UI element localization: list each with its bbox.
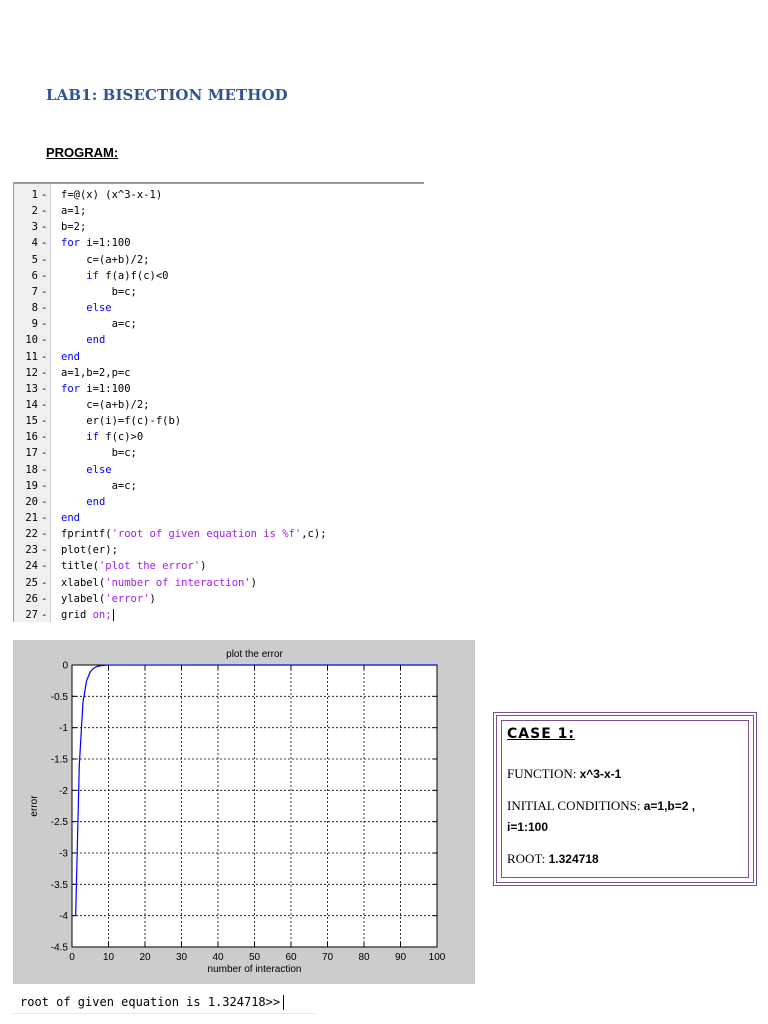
code-text xyxy=(61,252,150,268)
code-line[interactable] xyxy=(14,365,424,381)
breakpoint-dash[interactable]: - xyxy=(41,237,48,250)
case-init-row-2 xyxy=(507,819,548,835)
code-line[interactable] xyxy=(14,462,424,478)
breakpoint-dash[interactable]: - xyxy=(41,608,48,621)
code-token xyxy=(61,464,86,476)
code-text xyxy=(61,607,114,623)
breakpoint-dash[interactable]: - xyxy=(41,398,48,411)
line-number: 7 xyxy=(31,285,38,298)
y-tick-label: -2 xyxy=(59,785,68,797)
line-number: 10 xyxy=(25,334,38,347)
case-root-value: 1.324718 xyxy=(548,852,599,866)
breakpoint-dash[interactable]: - xyxy=(41,382,48,395)
code-token xyxy=(61,334,86,346)
code-text xyxy=(61,203,86,219)
breakpoint-dash[interactable]: - xyxy=(41,560,48,573)
breakpoint-dash[interactable]: - xyxy=(41,318,48,331)
code-token xyxy=(61,431,86,443)
code-line[interactable] xyxy=(14,542,424,558)
line-number: 16 xyxy=(25,431,38,444)
code-line[interactable] xyxy=(14,429,424,445)
code-line[interactable] xyxy=(14,284,424,300)
code-token: i=1:100 xyxy=(79,382,131,395)
code-keyword: if xyxy=(86,431,99,444)
x-tick-label: 20 xyxy=(139,952,151,963)
code-line[interactable] xyxy=(14,349,424,365)
line-number: 13 xyxy=(25,382,38,395)
breakpoint-dash[interactable]: - xyxy=(41,269,48,282)
code-token xyxy=(61,270,86,282)
y-tick-label: -1 xyxy=(59,723,68,735)
code-text xyxy=(61,397,150,413)
code-token: a=c; xyxy=(61,318,137,331)
line-number: 11 xyxy=(25,350,38,363)
y-tick-label: -4.5 xyxy=(50,942,68,954)
text-cursor xyxy=(283,995,284,1010)
breakpoint-dash[interactable]: - xyxy=(41,253,48,266)
breakpoint-dash[interactable]: - xyxy=(41,415,48,428)
code-keyword: else xyxy=(86,463,112,476)
line-number: 17 xyxy=(25,447,38,460)
breakpoint-dash[interactable]: - xyxy=(41,479,48,492)
code-line[interactable] xyxy=(14,607,424,623)
code-string: 'root of given equation is %f' xyxy=(111,528,302,541)
code-token: b=c; xyxy=(61,447,137,460)
line-number: 23 xyxy=(25,544,38,557)
output-underline xyxy=(13,1013,315,1014)
x-tick-label: 100 xyxy=(428,952,446,963)
code-text xyxy=(61,510,80,526)
code-string: on; xyxy=(92,608,112,621)
y-tick-label: -2.5 xyxy=(50,817,68,829)
code-text xyxy=(61,187,162,203)
code-token: ,c); xyxy=(301,528,327,541)
code-line[interactable] xyxy=(14,187,424,203)
x-tick-label: 30 xyxy=(175,952,188,963)
line-number: 22 xyxy=(25,528,38,541)
code-token: fprintf( xyxy=(61,528,112,541)
code-text xyxy=(61,478,137,494)
editor-cursor xyxy=(113,609,114,621)
code-keyword: for xyxy=(61,237,80,250)
code-token: f(a)f(c)<0 xyxy=(98,269,169,282)
page-title: LAB1: BISECTION METHOD xyxy=(46,86,288,104)
code-line[interactable] xyxy=(14,397,424,413)
code-keyword: end xyxy=(86,495,106,508)
case-init-value-2: i=1:100 xyxy=(507,820,549,834)
code-token xyxy=(61,302,86,314)
code-editor[interactable] xyxy=(13,182,424,622)
y-tick-label: -0.5 xyxy=(50,691,68,703)
program-heading: PROGRAM: xyxy=(46,145,119,160)
code-token: title( xyxy=(61,560,99,573)
code-text xyxy=(61,284,137,300)
code-token: er(i)=f(c)-f(b) xyxy=(61,415,182,428)
code-token: ) xyxy=(250,576,257,589)
code-token: a=1,b=2,p=c xyxy=(61,366,131,379)
x-tick-label: 80 xyxy=(358,952,370,963)
code-token: c=(a+b)/2; xyxy=(61,398,150,411)
code-line[interactable] xyxy=(14,575,424,591)
code-token: a=c; xyxy=(61,479,137,492)
line-number: 20 xyxy=(25,495,38,508)
code-line[interactable] xyxy=(14,478,424,494)
case-init-value-1: a=1,b=2 , xyxy=(643,799,696,813)
code-keyword: end xyxy=(61,350,80,363)
code-keyword: end xyxy=(61,512,80,524)
code-line[interactable] xyxy=(14,494,424,510)
code-line[interactable] xyxy=(14,268,424,284)
breakpoint-dash[interactable]: - xyxy=(41,221,48,234)
breakpoint-dash[interactable]: - xyxy=(41,447,48,460)
case-function-row xyxy=(507,766,621,782)
code-line[interactable] xyxy=(14,252,424,268)
code-text xyxy=(61,429,143,445)
code-token: b=c; xyxy=(61,285,137,298)
y-axis-label: error xyxy=(29,795,40,817)
code-line[interactable] xyxy=(14,413,424,429)
code-token: f=@(x) (x^3-x-1) xyxy=(61,189,163,201)
code-line[interactable] xyxy=(14,591,424,607)
case-root-row xyxy=(507,851,599,867)
code-text xyxy=(61,332,105,348)
line-number: 1 xyxy=(31,189,38,201)
breakpoint-dash[interactable]: - xyxy=(41,350,48,363)
line-number: 5 xyxy=(31,253,38,266)
code-token: ) xyxy=(149,592,156,605)
line-number: 2 xyxy=(31,205,38,218)
case-box xyxy=(493,712,757,886)
line-number: 21 xyxy=(25,512,38,524)
breakpoint-dash[interactable]: - xyxy=(41,576,48,589)
code-keyword: end xyxy=(86,334,106,347)
code-token: xlabel( xyxy=(61,576,106,589)
y-tick-label: -3.5 xyxy=(50,879,68,891)
y-tick-label: -1.5 xyxy=(50,754,68,766)
code-text xyxy=(61,462,112,478)
case-init-label: INITIAL CONDITIONS: xyxy=(507,798,644,813)
x-tick-label: 0 xyxy=(69,952,75,963)
code-line[interactable] xyxy=(14,381,424,397)
code-string: 'number of interaction' xyxy=(105,576,251,589)
code-text xyxy=(61,381,131,397)
line-number: 6 xyxy=(31,269,38,282)
code-text xyxy=(61,445,137,461)
code-line[interactable] xyxy=(14,445,424,461)
case-function-label: FUNCTION: xyxy=(507,766,580,781)
line-number: 19 xyxy=(25,479,38,492)
line-number: 24 xyxy=(25,560,38,573)
code-token: b=2; xyxy=(61,221,87,234)
code-text xyxy=(61,494,105,510)
line-number: 12 xyxy=(25,366,38,379)
line-number: 25 xyxy=(25,576,38,589)
output-text: root of given equation is 1.324718>> xyxy=(20,995,281,1009)
breakpoint-dash[interactable]: - xyxy=(41,431,48,444)
code-token: a=1; xyxy=(61,205,87,218)
code-line[interactable] xyxy=(14,316,424,332)
error-plot-figure xyxy=(13,640,475,984)
breakpoint-dash[interactable]: - xyxy=(41,512,48,524)
line-number: 3 xyxy=(31,221,38,234)
x-tick-label: 90 xyxy=(394,952,407,963)
y-tick-label: -4 xyxy=(59,911,68,923)
code-text xyxy=(61,365,131,381)
breakpoint-dash[interactable]: - xyxy=(41,495,48,508)
code-line[interactable] xyxy=(14,332,424,348)
breakpoint-dash[interactable]: - xyxy=(41,544,48,557)
code-text xyxy=(61,235,131,251)
x-tick-label: 50 xyxy=(248,952,261,963)
code-string: 'plot the error' xyxy=(98,560,201,573)
code-token: plot(er); xyxy=(61,544,118,557)
breakpoint-dash[interactable]: - xyxy=(41,366,48,379)
breakpoint-dash[interactable]: - xyxy=(41,592,48,605)
code-text xyxy=(61,575,257,591)
x-tick-label: 10 xyxy=(102,952,115,963)
code-text xyxy=(61,413,181,429)
breakpoint-dash[interactable]: - xyxy=(41,285,48,298)
code-text xyxy=(61,591,156,607)
breakpoint-dash[interactable]: - xyxy=(41,463,48,476)
code-line[interactable] xyxy=(14,300,424,316)
breakpoint-dash[interactable]: - xyxy=(41,302,48,315)
code-text xyxy=(61,219,86,235)
code-text xyxy=(61,349,80,365)
code-line[interactable] xyxy=(14,510,424,526)
chart-title: plot the error xyxy=(226,649,283,660)
code-keyword: else xyxy=(86,302,112,315)
code-string: 'error' xyxy=(105,592,150,605)
case-root-label: ROOT: xyxy=(507,851,549,866)
code-text xyxy=(61,542,118,558)
code-token: f(c)>0 xyxy=(98,431,144,444)
x-tick-label: 70 xyxy=(321,952,334,963)
code-token: ylabel( xyxy=(61,592,106,605)
code-line[interactable] xyxy=(14,219,424,235)
code-token: grid xyxy=(61,608,93,621)
y-tick-label: 0 xyxy=(62,660,68,672)
line-number: 26 xyxy=(25,592,38,605)
breakpoint-dash[interactable]: - xyxy=(41,189,48,201)
code-text xyxy=(61,268,169,284)
y-tick-label: -3 xyxy=(59,848,68,860)
command-window-output[interactable] xyxy=(20,995,284,1010)
breakpoint-dash[interactable]: - xyxy=(41,334,48,347)
line-number: 15 xyxy=(25,415,38,428)
code-token: ) xyxy=(200,560,207,573)
case-init-row xyxy=(507,798,695,814)
code-line[interactable] xyxy=(14,558,424,574)
code-token xyxy=(61,496,86,508)
code-token: i=1:100 xyxy=(79,237,131,250)
line-number: 8 xyxy=(31,302,38,315)
line-number: 4 xyxy=(31,237,38,250)
error-plot xyxy=(13,640,475,984)
x-tick-label: 40 xyxy=(212,952,224,963)
code-keyword: for xyxy=(61,382,80,395)
code-text xyxy=(61,300,112,316)
line-number: 18 xyxy=(25,463,38,476)
case-function-value: x^3-x-1 xyxy=(579,767,622,781)
code-line[interactable] xyxy=(14,203,424,219)
breakpoint-dash[interactable]: - xyxy=(41,528,48,541)
code-text xyxy=(61,526,327,542)
line-number: 9 xyxy=(31,318,38,331)
line-number: 27 xyxy=(25,608,38,621)
code-token: c=(a+b)/2; xyxy=(61,253,150,266)
x-tick-label: 60 xyxy=(285,952,297,963)
line-number: 14 xyxy=(25,398,38,411)
breakpoint-dash[interactable]: - xyxy=(41,205,48,218)
code-line[interactable] xyxy=(14,235,424,251)
code-line[interactable] xyxy=(14,526,424,542)
x-axis-label: number of interaction xyxy=(207,964,302,975)
code-keyword: if xyxy=(86,269,99,282)
code-text xyxy=(61,558,206,574)
code-text xyxy=(61,316,137,332)
case-heading: CASE 1: xyxy=(507,726,575,742)
